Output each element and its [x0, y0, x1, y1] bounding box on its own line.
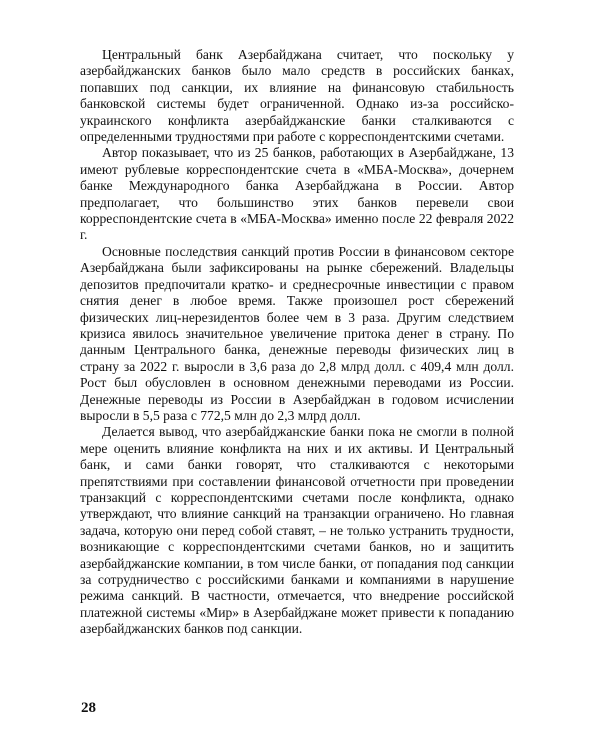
paragraph-central-bank: Центральный банк Азербайджана считает, что поскольку у азербайджанских банков было мало средств в российских банках, попавших под санкции, их влияние на финансовую стабильность банковской системы будет ограниченной. Однако из-за российско-украинского конфликта азербайджанские банки сталкиваются с определенными трудностями при работе с корреспондентскими счетами. [80, 47, 514, 145]
paragraph-sanctions-consequences: Основные последствия санкций против России в финансовом секторе Азербайджана были зафиксированы на рынке сбережений. Владельцы депозитов предпочитали кратко- и среднесрочные инвестиции с правом снятия денег в любое время. Также произошел рост сбережений физических лиц-нерезидентов более чем в 3 раза. Другим следствием кризиса явилось значительное увеличение притока денег в страну. По данным Центрального банка, денежные переводы физических лиц в страну за 2022 г. выросли в 3,6 раза до 2,8 млрд долл. с 409,4 млн долл. Рост был обусловлен в основном денежными переводами из России. Денежные переводы из России в Азербайджан в годовом исчислении выросли в 5,5 раза с 772,5 млн до 2,3 млрд долл. [80, 243, 514, 423]
paragraph-conclusion: Делается вывод, что азербайджанские банки пока не смогли в полной мере оценить влияние конфликта на них и их активы. И Центральный банк, и сами банки говорят, что сталкиваются с некоторыми препятствиями при составлении финансовой отчетности при проведении транзакций с корреспондентскими счетами после конфликта, однако утверждают, что влияние санкций на транзакции ограничено. Но главная задача, которую они перед собой ставят, – не только устранить трудности, возникающие с корреспондентскими счетами банков, но и защитить азербайджанские компании, в том числе банки, от попадания под санкции за сотрудничество с российскими банками и компаниями в нарушение режима санкций. В частности, отмечается, что внедрение российской платежной системы «Мир» в Азербайджане может привести к попаданию азербайджанских банков под санкции. [80, 424, 514, 637]
body-text [80, 47, 514, 638]
paragraph-correspondent-accounts: Автор показывает, что из 25 банков, работающих в Азербайджане, 13 имеют рублевые корреспондентские счета в «МБА-Москва», дочернем банке Международного банка Азербайджана в России. Автор предполагает, что большинство этих банков перевели свои корреспондентские счета в «МБА-Москва» именно после 22 февраля 2022 г. [80, 145, 514, 243]
page-number: 28 [81, 700, 96, 716]
